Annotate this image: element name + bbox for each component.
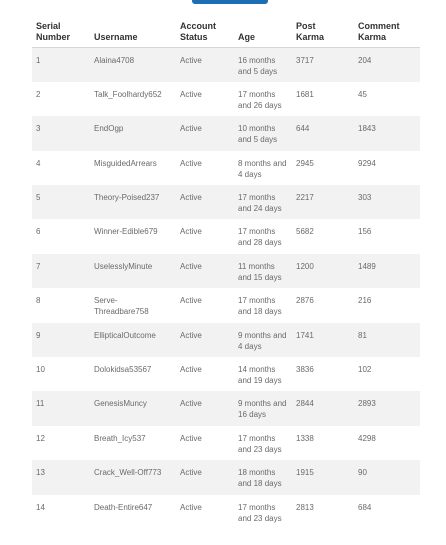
table-row (32, 495, 420, 529)
account-status-cell: Active (176, 219, 234, 253)
post-karma-cell: 1915 (292, 460, 354, 494)
post-karma-cell: 3836 (292, 357, 354, 391)
post-karma-cell: 2217 (292, 185, 354, 219)
account-status-cell: Active (176, 323, 234, 357)
serial-number-cell: 11 (32, 391, 90, 425)
comment-karma-cell: 45 (354, 82, 420, 116)
post-karma-cell: 5682 (292, 219, 354, 253)
comment-karma-cell: 1843 (354, 116, 420, 150)
username-cell: EndOgp (90, 116, 176, 150)
user-accounts-table (32, 18, 420, 529)
table-row (32, 219, 420, 253)
comment-karma-cell: 204 (354, 48, 420, 82)
serial-number-cell: 5 (32, 185, 90, 219)
account-status-cell: Active (176, 185, 234, 219)
serial-number-cell: 8 (32, 288, 90, 322)
age-cell: 17 months and 26 days (234, 82, 292, 116)
column-header-serial-number: Serial Number (32, 18, 90, 48)
table-row (32, 357, 420, 391)
comment-karma-cell: 303 (354, 185, 420, 219)
serial-number-cell: 10 (32, 357, 90, 391)
serial-number-cell: 3 (32, 116, 90, 150)
username-cell: MisguidedArrears (90, 151, 176, 185)
username-cell: Crack_Well-Off773 (90, 460, 176, 494)
age-cell: 17 months and 23 days (234, 426, 292, 460)
table-row (32, 254, 420, 288)
table-body (32, 48, 420, 529)
table-row (32, 323, 420, 357)
column-header-account-status: Account Status (176, 18, 234, 48)
post-karma-cell: 3717 (292, 48, 354, 82)
account-status-cell: Active (176, 460, 234, 494)
post-karma-cell: 1681 (292, 82, 354, 116)
age-cell: 8 months and 4 days (234, 151, 292, 185)
comment-karma-cell: 684 (354, 495, 420, 529)
top-action-button[interactable] (192, 0, 268, 4)
header-row (32, 18, 420, 48)
post-karma-cell: 2844 (292, 391, 354, 425)
account-status-cell: Active (176, 151, 234, 185)
serial-number-cell: 1 (32, 48, 90, 82)
table-row (32, 460, 420, 494)
comment-karma-cell: 9294 (354, 151, 420, 185)
serial-number-cell: 9 (32, 323, 90, 357)
serial-number-cell: 7 (32, 254, 90, 288)
age-cell: 10 months and 5 days (234, 116, 292, 150)
table-row (32, 185, 420, 219)
age-cell: 17 months and 23 days (234, 495, 292, 529)
post-karma-cell: 2813 (292, 495, 354, 529)
username-cell: Alaina4708 (90, 48, 176, 82)
post-karma-cell: 1741 (292, 323, 354, 357)
username-cell: Theory-Poised237 (90, 185, 176, 219)
username-cell: UselesslyMinute (90, 254, 176, 288)
age-cell: 14 months and 19 days (234, 357, 292, 391)
table-row (32, 426, 420, 460)
comment-karma-cell: 90 (354, 460, 420, 494)
table-row (32, 391, 420, 425)
username-cell: Talk_Foolhardy652 (90, 82, 176, 116)
serial-number-cell: 14 (32, 495, 90, 529)
age-cell: 17 months and 24 days (234, 185, 292, 219)
account-status-cell: Active (176, 48, 234, 82)
username-cell: Winner-Edible679 (90, 219, 176, 253)
username-cell: Dolokidsa53567 (90, 357, 176, 391)
username-cell: Death-Entire647 (90, 495, 176, 529)
table-row (32, 48, 420, 82)
account-status-cell: Active (176, 254, 234, 288)
table-row (32, 82, 420, 116)
table-row (32, 116, 420, 150)
account-status-cell: Active (176, 116, 234, 150)
age-cell: 16 months and 5 days (234, 48, 292, 82)
post-karma-cell: 2945 (292, 151, 354, 185)
column-header-comment-karma: Comment Karma (354, 18, 420, 48)
comment-karma-cell: 102 (354, 357, 420, 391)
post-karma-cell: 1200 (292, 254, 354, 288)
account-status-cell: Active (176, 288, 234, 322)
post-karma-cell: 644 (292, 116, 354, 150)
comment-karma-cell: 2893 (354, 391, 420, 425)
username-cell: Serve-Threadbare758 (90, 288, 176, 322)
account-status-cell: Active (176, 426, 234, 460)
comment-karma-cell: 81 (354, 323, 420, 357)
age-cell: 11 months and 15 days (234, 254, 292, 288)
age-cell: 18 months and 18 days (234, 460, 292, 494)
post-karma-cell: 1338 (292, 426, 354, 460)
username-cell: Breath_Icy537 (90, 426, 176, 460)
column-header-post-karma: Post Karma (292, 18, 354, 48)
account-status-cell: Active (176, 357, 234, 391)
serial-number-cell: 4 (32, 151, 90, 185)
table-row (32, 288, 420, 322)
table-row (32, 151, 420, 185)
comment-karma-cell: 156 (354, 219, 420, 253)
table-header (32, 18, 420, 48)
account-status-cell: Active (176, 495, 234, 529)
column-header-age: Age (234, 18, 292, 48)
serial-number-cell: 13 (32, 460, 90, 494)
account-status-cell: Active (176, 82, 234, 116)
column-header-username: Username (90, 18, 176, 48)
account-status-cell: Active (176, 391, 234, 425)
post-karma-cell: 2876 (292, 288, 354, 322)
age-cell: 17 months and 28 days (234, 219, 292, 253)
age-cell: 9 months and 4 days (234, 323, 292, 357)
serial-number-cell: 12 (32, 426, 90, 460)
comment-karma-cell: 4298 (354, 426, 420, 460)
serial-number-cell: 6 (32, 219, 90, 253)
username-cell: EllipticalOutcome (90, 323, 176, 357)
username-cell: GenesisMuncy (90, 391, 176, 425)
age-cell: 17 months and 18 days (234, 288, 292, 322)
age-cell: 9 months and 16 days (234, 391, 292, 425)
comment-karma-cell: 1489 (354, 254, 420, 288)
comment-karma-cell: 216 (354, 288, 420, 322)
serial-number-cell: 2 (32, 82, 90, 116)
